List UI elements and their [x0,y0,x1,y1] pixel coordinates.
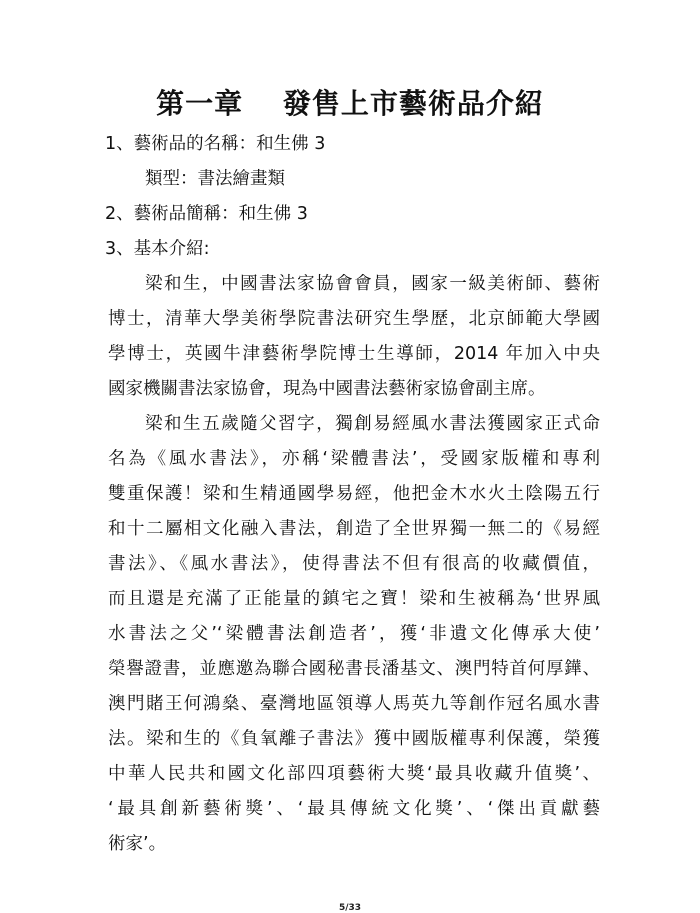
page-number: 5/33 [338,903,362,913]
paragraph2-line: ‘最具創新藝術獎’、‘最具傳統文化獎’、‘傑出貢獻藝 [108,799,600,819]
paragraph2-line: 榮譽證書，並應邀為聯合國秘書長潘基文、澳門特首何厚鏵、 [108,659,600,679]
paragraph1-line: 博士，清華大學美術學院書法研究生學歷，北京師範大學國 [108,309,600,329]
paragraph2-line: 和十二屬相文化融入書法，創造了全世界獨一無二的《易經 [108,519,600,539]
item-type: 類型：書法繪畫類 [145,169,285,189]
item-short-name: 2、藝術品簡稱：和生佛 3 [105,204,308,224]
paragraph2-line: 術家’。 [108,834,167,854]
paragraph2-line: 澳門賭王何鴻燊、臺灣地區領導人馬英九等創作冠名風水書 [108,694,600,714]
paragraph2-line: 法。梁和生的《負氧離子書法》獲中國版權專利保護，榮獲 [108,729,600,749]
paragraph2-line: 書法》、《風水書法》，使得書法不但有很高的收藏價值， [108,554,600,574]
paragraph1-line: 學博士，英國牛津藝術學院博士生導師，2014 年加入中央 [108,344,600,364]
paragraph2-line: 雙重保護！梁和生精通國學易經，他把金木水火土陰陽五行 [108,484,600,504]
paragraph2-line: 而且還是充滿了正能量的鎮宅之寶！梁和生被稱為‘世界風 [108,589,600,609]
paragraph2-line: 水書法之父’‘梁體書法創造者’，獲‘非遺文化傳承大使’ [108,624,600,644]
item-basic-intro: 3、基本介紹: [105,239,210,259]
paragraph1-line: 國家機關書法家協會，現為中國書法藝術家協會副主席。 [108,379,546,399]
paragraph2-line: 梁和生五歲隨父習字，獨創易經風水書法獲國家正式命 [145,414,600,434]
paragraph2-line: 名為《風水書法》，亦稱‘梁體書法’，受國家版權和專利 [108,449,600,469]
item-name: 1、藝術品的名稱：和生佛 3 [105,134,326,154]
chapter-title: 第一章 發售上市藝術品介紹 [156,87,544,120]
paragraph1-line: 梁和生，中國書法家協會會員，國家一級美術師、藝術 [145,274,600,294]
paragraph2-line: 中華人民共和國文化部四項藝術大獎‘最具收藏升值獎’、 [108,764,600,784]
